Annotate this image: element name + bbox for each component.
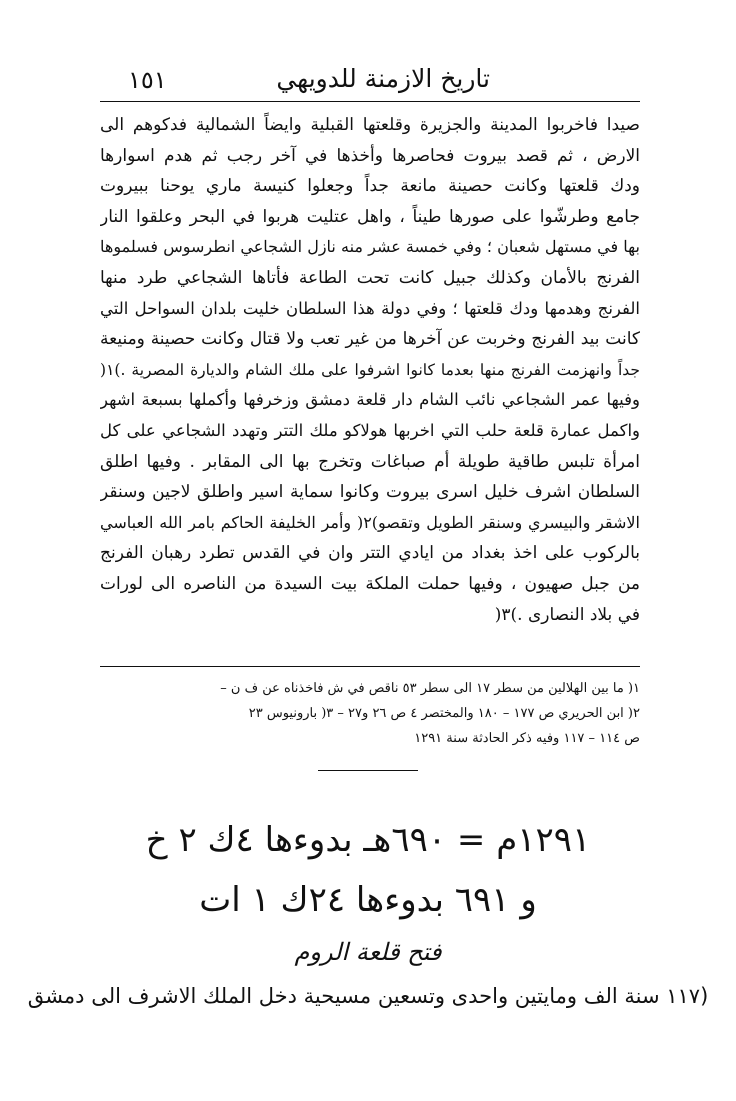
footnote-rule [100, 666, 640, 667]
text-line: وفيها عمر الشجاعي نائب الشام دار قلعة دمشق وزخرفها وأكملها بسبعة اشهر [100, 390, 640, 410]
text-line: جداً وانهزمت الفرنج منها بعدما كانوا اشرفوا على ملك الشام والديارة المصرية .)١( [100, 360, 640, 379]
footnotes [100, 676, 640, 751]
footnote-line: ١( ما بين الهلالين من سطر ١٧ الى سطر ٥٣ ناقص في ش فاخذناه عن ف ن – [220, 681, 640, 696]
text-line: الفرنج وهدمها ودك قلعتها ؛ وفي دولة هذا السلطان خليت بلدان السواحل التي [100, 298, 640, 318]
text-line: جامع وطرشّوا على صورها طيناً ، واهل عتليت هربوا في البحر وعلقوا النار [100, 206, 640, 227]
text-line: ودك قلعتها وكانت حصينة مانعة جداً وجعلوا كنيسة ماري يوحنا ببيروت [100, 176, 640, 197]
handwritten-date-note: ١٢٩١م = ٦٩٠هـ بدوءها ٤ك ٢ خ [145, 820, 591, 860]
text-line: من جبل صهيون ، وفيها حملت الملكة بيت السيدة من الناصره الى لورات [100, 573, 640, 594]
text-line: الارض ، ثم قصد بيروت فحاصرها وأخذها في آخر رجب ثم هدم اسوارها [100, 145, 640, 166]
handwritten-date-note-2: و ٦٩١ بدوءها ٢٤ك ١ ات [199, 880, 537, 920]
text-line: صيدا فاخربوا المدينة والجزيرة وقلعتها القبلية وايضاً الشمالية فدكوهم الى [100, 115, 640, 135]
end-rule [318, 770, 418, 771]
handwritten-annotation: (١١٧ سنة الف ومايتين واحدى وتسعين مسيحية دخل الملك الاشرف الى دمشق [27, 984, 709, 1008]
footnote-line: ص ١١٤ – ١١٧ وفيه ذكر الحادثة سنة ١٢٩١ [414, 731, 640, 746]
header-rule [100, 101, 640, 102]
running-title: تاريخ الازمنة للدويهي [276, 64, 490, 93]
text-line: كانت بيد الفرنج وخربت عن آخرها من غير تعب ولا قتال وكانت حصينة ومنيعة [100, 329, 640, 350]
main-text [100, 110, 640, 630]
text-line: في بلاد النصارى .)٣( [494, 604, 640, 625]
page-number: ١٥١ [128, 66, 167, 94]
text-line: السلطان اشرف خليل اسرى بيروت وكانوا سماية اسير واطلق لاجين وسنقر [100, 482, 640, 503]
text-line: الفرنج بالأمان وكذلك جبيل كانت تحت الطاعة فأتاها الشجاعي طرد منها [100, 267, 640, 288]
text-line: بالركوب على اخذ بغداد من ايادي التتر وان في القدس تطرد رهبان الفرنج [100, 543, 640, 564]
footnote-line: ٢( ابن الحريري ص ١٧٧ – ١٨٠ والمختصر ٤ ص ٢٦ و٢٧ – ٣( بارونيوس ٢٣ [248, 706, 640, 721]
text-line: واكمل عمارة قلعة حلب التي اخربها هولاكو ملك التتر وتهدد الشجاعي على كل [100, 420, 640, 440]
text-line: الاشقر والبيسري وسنقر الطويل وتقصو)٢( وأمر الخليفة الحاكم بامر الله العباسي [100, 512, 640, 532]
text-line: امرأة تلبس طاقية طويلة أم صباغات وتخرج بها الى المقابر . وفيها اطلق [100, 451, 640, 472]
handwritten-heading: فتح قلعة الروم [294, 938, 442, 966]
page-header [100, 62, 640, 96]
text-line: بها في مستهل شعبان ؛ وفي خمسة عشر منه نازل الشجاعي انطرسوس فسلموها [100, 237, 640, 257]
